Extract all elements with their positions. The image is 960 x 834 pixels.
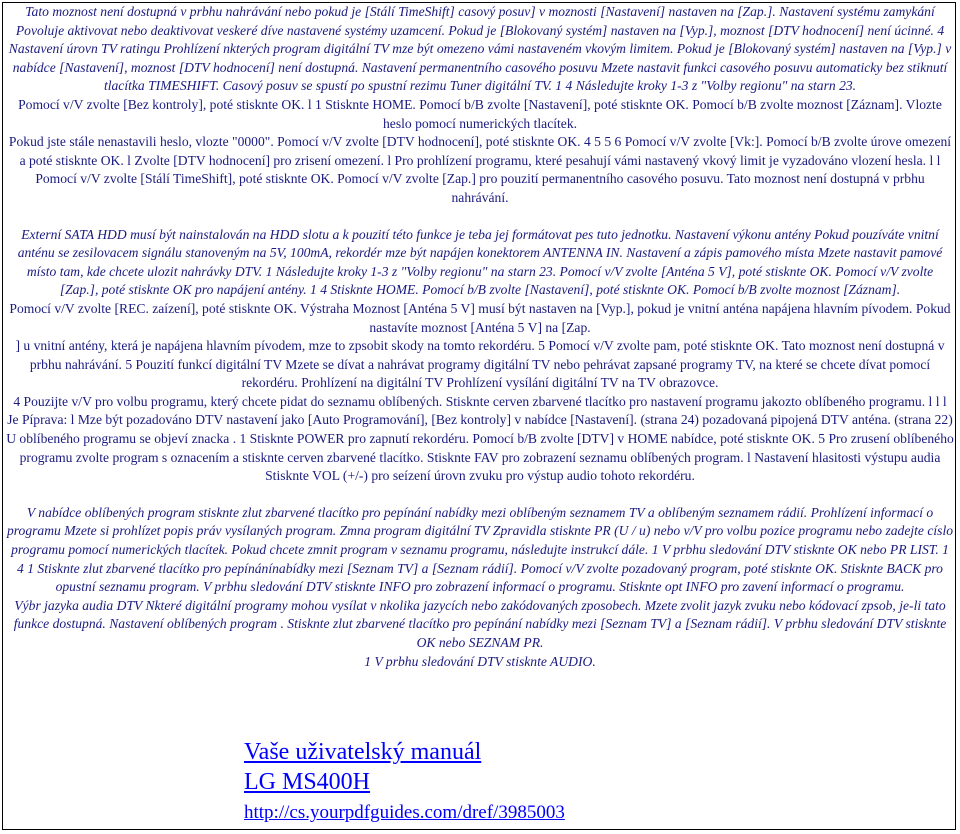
timeshift-lock-paragraph: Tato moznost není dostupná v prbhu nahrávání nebo pokud je [Stálí TimeShift] casový posuv] v moznosti [Nastavení] nastaven na [Zap.]. Nastavení systému zamykání Povoluje aktivovat nebo deaktivovat veskeré díve nastavené systémy uzamcení. Pokud je [Blokovaný systém] nastaven na [Vyp.], moznost [DTV hodnocení] není úcinné. 4 Nastavení úrovn TV ratingu Prohlízení nkterých program digitální TV mze být omezeno vámi nastaveném vkovým limitem. Pokud je [Blokovaný systém] nastaven na [Vyp.] v nabídce [Nastavení], moznost [DTV hodnocení] není dostupná. Nastavení permanentního casového posuvu Mzete nastavit funkci casového posuvu automaticky bez stiknutí tlacítka TIMESHIFT. Casový posuv se spustí po spustní rezimu Tuner digitální TV. 1 4 Následujte kroky 1-3 z "Volby regionu" na starn 23. — [8, 4, 952, 94]
favorites-paragraph: 4 Pouzijte v/V pro volbu programu, který chcete pidat do seznamu oblíbených. Stisknte cerven zbarvené tlacítko pro nastavení programu jakozto oblíbeného programu. l l l Je Píprava: l Mze být pozadováno DTV nastavení jako [Auto Programování], [Bez kontroly] v nabídce [Nastavení]. (strana 24) pozadovaná pipojená DTV anténa. (strana 22) U oblíbeného programu se objeví znacka . 1 Stisknte POWER pro zapnutí rekordéru. Pomocí b/B zvolte [DTV] v HOME nabídce, poté stisknte OK. 5 Pro zrusení oblíbeného programu zvolte program s oznacením a stisknte cerven zbarvené tlacítko. Stisknte FAV pro zobrazení seznamu oblíbených program. l Nastavení hlasitosti výstupu audia Stisknte VOL (+/-) pro seízení úrovn zvuku pro výstup audio tohoto rekordéru. — [6, 393, 954, 484]
dtv-functions-paragraph: ] u vnitní antény, která je napájena hlavním pívodem, mze to zpsobit skody na tomto rekordéru. 5 Pomocí v/V zvolte pam, poté stisknte OK. Tato moznost není dostupná v prbhu nahrávání. 5 Pouzití funkcí digitální TV Mzete se dívat a nahrávat programy digitální TV nebo pehrávat zapsané programy TV, na které se chcete dívat pomocí rekordéru. Prohlízení na digitální TV Prohlízení vysílání digitální TV na TV obrazovce. — [15, 338, 945, 391]
manual-text — [6, 3, 954, 671]
url-link[interactable]: http://cs.yourpdfguides.com/dref/3985003 — [244, 802, 565, 823]
no-control-paragraph: Pomocí v/V zvolte [Bez kontroly], poté stisknte OK. l 1 Stisknte HOME. Pomocí b/B zvolte [Nastavení], poté stisknte OK. Pomocí b/B zvolte moznost [Záznam]. Vlozte heslo pomocí numerických tlacítek. — [18, 96, 942, 131]
sata-antenna-paragraph: Externí SATA HDD musí být nainstalován na HDD slotu a k pouzití této funkce je teba jej formátovat pes tuto jednotku. Nastavení výkonu antény Pokud pouzíváte vnitní anténu se zesilovacem signálu stanoveným na 5V, 100mA, rekordér mze být napájen konektorem ANTENNA IN. Nastavení a zápis pamového místa Mzete nastavit pamové místo tam, kde chcete ulozit nahrávky DTV. 1 Následujte kroky 1-3 z "Volby regionu" na starn 23. Pomocí v/V zvolte [Anténa 5 V], poté stisknte OK. Pomocí v/V zvolte [Zap.], poté stisknte OK pro napájení antény. 1 4 Stisknte HOME. Pomocí b/B zvolte [Nastavení], poté stisknte OK. Pomocí b/B zvolte moznost [Záznam]. — [17, 226, 943, 298]
paragraph-gap — [6, 208, 954, 226]
audio-step-paragraph: 1 V prbhu sledování DTV stisknte AUDIO. — [364, 653, 596, 669]
manual-link[interactable]: Vaše uživatelský manuál — [244, 739, 482, 765]
model-link[interactable]: LG MS400H — [244, 769, 371, 795]
rec-device-paragraph: Pomocí v/V zvolte [REC. zaízení], poté stisknte OK. Výstraha Moznost [Anténa 5 V] musí být nastaven na [Vyp.], pokud je vnitní anténa napájena hlavním pívodem. Pokud nastavíte moznost [Anténa 5 V] na [Zap. — [9, 300, 951, 335]
password-paragraph: Pokud jste stále nenastavili heslo, vlozte "0000". Pomocí v/V zvolte [DTV hodnocení], poté stisknte OK. 4 5 5 6 Pomocí v/V zvolte [Vk:]. Pomocí b/B zvolte úrove omezení a poté stisknte OK. l Zvolte [DTV hodnocení] pro zrisení omezení. l Pro prohlízení programu, které pesahují vámi nastavený vkový limit je vyzadováno vlození hesla. l l Pomocí v/V zvolte [Stálí TimeShift], poté stisknte OK. Pomocí v/V zvolte [Zap.] pro pouzití permanentního casového posuvu. Tato moznost není dostupná v prbhu nahrávání. — [8, 134, 952, 205]
paragraph-gap — [6, 486, 954, 504]
manual-links — [244, 737, 565, 825]
audio-language-paragraph: Výbr jazyka audia DTV Nkteré digitální programy mohou vysílat v nkolika jazycích nebo zakódovaných zposobech. Mzete zvolit jazyk zvuku nebo kódovací zpsob, je-li tato funkce dostupná. Nastavení oblíbených program . Stisknte zlut zbarvené tlacítko pro pepínání nabídky mezi [Seznam TV] a [Seznam rádií]. V prbhu sledování DTV stisknte OK nebo SEZNAM PR. — [13, 597, 947, 650]
favorites-list-paragraph: V nabídce oblíbených program stisknte zlut zbarvené tlacítko pro pepínání nabídky mezi oblíbeným seznamem TV a oblíbeným seznamem rádií. Prohlízení informací o programu Mzete si prohlízet popis práv vysílaných program. Zmna program digitální TV Zpravidla stisknte PR (U / u) nebo v/V pro volbu pozice programu nebo zadejte císlo programu pomocí numerických tlacítek. Pokud chcete zmnit program v seznamu programu, následujte instrukcí dále. 1 V prbhu sledování DTV stisknte OK nebo PR LIST. 1 4 1 Stisknte zlut zbarvené tlacítko pro pepínánínabídky mezi [Seznam TV] a [Seznam rádií]. Pomocí v/V zvolte pozadovaný program, poté stisknte OK. Stisknte BACK pro opustní seznamu program. V prbhu sledování DTV stisknte INFO pro zobrazení informací o programu. Stisknte opt INFO pro zavení informací o programu. — [6, 504, 954, 595]
